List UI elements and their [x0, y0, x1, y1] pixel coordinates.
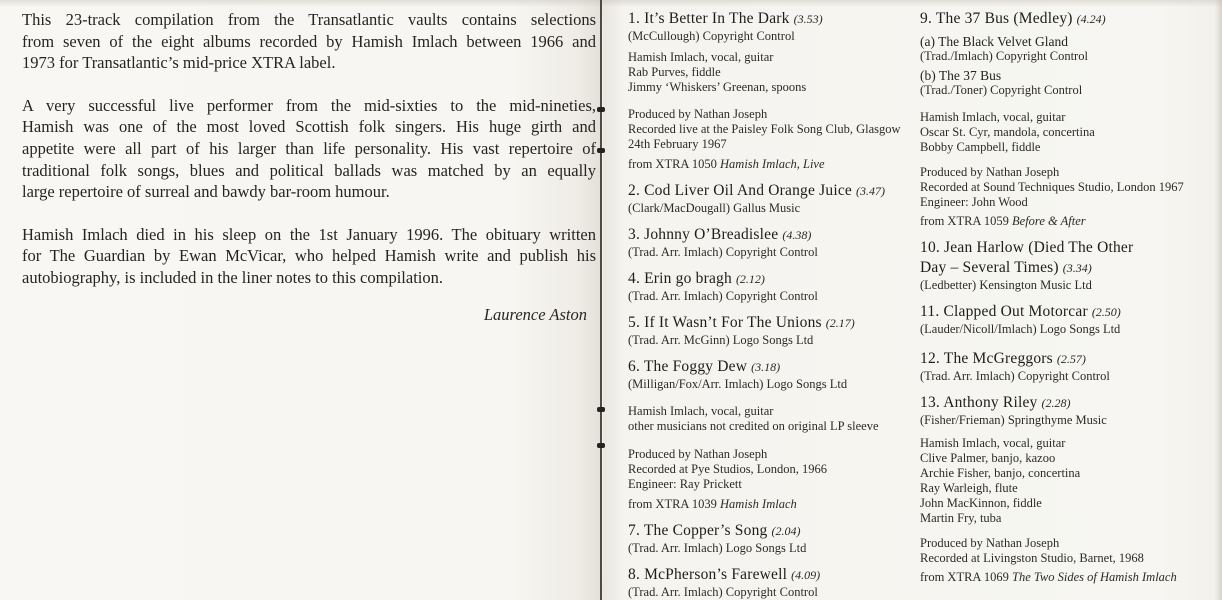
track-title — [628, 313, 908, 333]
track-credit: (Trad. Arr. Imlach) Copyright Control — [628, 245, 818, 259]
track-title-continued — [920, 258, 1215, 278]
tracklist-column-2 — [920, 0, 1215, 594]
production-line: Produced by Nathan Joseph — [920, 165, 1060, 179]
source-album: Before & After — [1012, 214, 1086, 228]
tracklist-column-1 — [628, 0, 908, 600]
production-line: Produced by Nathan Joseph — [628, 107, 768, 121]
personnel-line: Bobby Campbell, fiddle — [920, 140, 1041, 154]
track-credit: (Trad. Arr. Imlach) Logo Songs Ltd — [628, 541, 807, 555]
production-line: 24th February 1967 — [628, 137, 727, 151]
intro-line: appetite were all part of his larger than life personality. His vast repertoire of — [22, 138, 596, 158]
track-title-text: Day – Several Times) — [920, 259, 1059, 276]
track-title — [628, 225, 908, 245]
intro-line: A very successful live performer from the mid-sixties to the mid-nineties, — [22, 95, 596, 115]
production-line: Engineer: Ray Prickett — [628, 477, 742, 491]
production-line: Recorded at Pye Studios, London, 1966 — [628, 462, 827, 476]
track-title-text: 8. McPherson’s Farewell — [628, 566, 788, 583]
track-entry-12 — [920, 349, 1215, 384]
personnel-line: Hamish Imlach, vocal, guitar — [628, 50, 774, 64]
track-credit: (Trad. Arr. Imlach) Copyright Control — [920, 369, 1110, 383]
intro-line: Hamish was one of the most loved Scottish folk singers. His huge girth and — [22, 117, 596, 137]
personnel-group — [920, 110, 1215, 155]
staple-mark — [597, 443, 605, 448]
production-group — [920, 536, 1215, 566]
track-time: (2.17) — [825, 316, 855, 330]
source-album: The Two Sides of Hamish Imlach — [1012, 570, 1177, 584]
author-signature: Laurence Aston — [483, 304, 587, 324]
personnel-group — [628, 404, 908, 434]
track-credit: (Trad. Arr. McGinn) Logo Songs Ltd — [628, 333, 814, 347]
personnel-line: Hamish Imlach, vocal, guitar — [628, 404, 774, 418]
track-entry-2 — [628, 181, 908, 216]
intro-paragraph-1 — [22, 9, 596, 74]
intro-line: autobiography, is included in the liner notes to this compilation. — [22, 267, 443, 287]
track-credit: (Fisher/Frieman) Springthyme Music — [920, 413, 1107, 427]
production-group — [920, 165, 1215, 210]
source-line — [920, 570, 1215, 585]
personnel-line: Oscar St. Cyr, mandola, concertina — [920, 125, 1095, 139]
intro-text-block — [22, 9, 596, 325]
track-title — [628, 9, 908, 29]
track-title-text: 2. Cod Liver Oil And Orange Juice — [628, 182, 852, 199]
track-time: (3.53) — [793, 12, 823, 26]
track-time: (2.04) — [771, 524, 801, 538]
production-group — [628, 447, 908, 492]
personnel-line: Jimmy ‘Whiskers’ Greenan, spoons — [628, 80, 807, 94]
track-time: (3.47) — [856, 184, 885, 198]
source-prefix: from XTRA 1069 — [920, 570, 1013, 584]
track-time: (2.12) — [735, 272, 765, 286]
track-title-text: 3. Johnny O’Breadislee — [628, 226, 779, 243]
medley-part-a-credit: (Trad./Imlach) Copyright Control — [920, 49, 1088, 63]
track-credit: (Lauder/Nicoll/Imlach) Logo Songs Ltd — [920, 322, 1121, 336]
production-line: Produced by Nathan Joseph — [628, 447, 768, 461]
personnel-group — [628, 50, 908, 95]
production-line: Recorded at Livingston Studio, Barnet, 1968 — [920, 551, 1144, 565]
intro-paragraph-2 — [22, 95, 596, 203]
personnel-line: Archie Fisher, banjo, concertina — [920, 466, 1081, 480]
track-title — [920, 238, 1215, 258]
production-line: Engineer: John Wood — [920, 195, 1028, 209]
track-title-text: 1. It’s Better In The Dark — [628, 10, 790, 27]
source-line — [920, 214, 1215, 229]
track-title-text: 11. Clapped Out Motorcar — [920, 303, 1088, 320]
track-title-text: 12. The McGreggors — [920, 350, 1053, 367]
track-entry-7 — [628, 521, 908, 556]
intro-line: large repertoire of surreal and bawdy bar-room humour. — [22, 182, 390, 202]
track-time: (2.28) — [1041, 396, 1071, 410]
track-title-text: 5. If It Wasn’t For The Unions — [628, 314, 822, 331]
medley-part-a: (a) The Black Velvet Gland — [920, 34, 1068, 49]
page-top-edge-shadow — [0, 0, 1222, 7]
personnel-group — [920, 436, 1215, 526]
track-entry-4 — [628, 269, 908, 304]
source-album: Hamish Imlach, Live — [720, 157, 825, 171]
intro-line: from seven of the eight albums recorded by Hamish Imlach between 1966 and — [22, 31, 596, 51]
track-title — [628, 521, 908, 541]
track-time: (4.38) — [782, 228, 812, 242]
booklet-fold-line — [600, 0, 602, 600]
page-right-edge-shadow — [1215, 0, 1222, 600]
staple-mark — [597, 107, 605, 112]
track-entry-13 — [920, 393, 1215, 585]
personnel-line: other musicians not credited on original LP sleeve — [628, 419, 879, 433]
track-title — [920, 302, 1215, 322]
track-credit: (Trad. Arr. Imlach) Copyright Control — [628, 585, 818, 599]
production-line: Recorded at Sound Techniques Studio, London 1967 — [920, 180, 1184, 194]
track-title-text: 9. The 37 Bus (Medley) — [920, 10, 1073, 27]
track-time: (3.34) — [1062, 261, 1092, 275]
track-title — [920, 9, 1215, 29]
track-time: (2.57) — [1056, 352, 1086, 366]
intro-paragraph-3 — [22, 224, 596, 289]
track-title — [920, 393, 1215, 413]
track-time: (4.24) — [1076, 12, 1106, 26]
production-group — [628, 107, 908, 152]
source-album: Hamish Imlach — [720, 497, 797, 511]
source-prefix: from XTRA 1059 — [920, 214, 1013, 228]
track-time: (3.18) — [751, 360, 781, 374]
track-title-text: 4. Erin go bragh — [628, 270, 732, 287]
track-credit: (Clark/MacDougall) Gallus Music — [628, 201, 801, 215]
medley-part-b-credit: (Trad./Toner) Copyright Control — [920, 83, 1083, 97]
source-line — [628, 497, 908, 512]
intro-line: Hamish Imlach died in his sleep on the 1st January 1996. The obituary written — [22, 224, 596, 244]
track-entry-6 — [628, 357, 908, 512]
personnel-line: Martin Fry, tuba — [920, 511, 1002, 525]
track-credit: (McCullough) Copyright Control — [628, 29, 795, 43]
medley-part-b: (b) The 37 Bus — [920, 68, 1002, 83]
left-page — [0, 0, 601, 600]
source-prefix: from XTRA 1039 — [628, 497, 721, 511]
personnel-line: Hamish Imlach, vocal, guitar — [920, 110, 1066, 124]
source-prefix: from XTRA 1050 — [628, 157, 721, 171]
track-entry-8 — [628, 565, 908, 600]
track-title-text: 13. Anthony Riley — [920, 394, 1038, 411]
track-entry-5 — [628, 313, 908, 348]
intro-line: for The Guardian by Ewan McVicar, who helped Hamish write and publish his — [22, 246, 596, 266]
track-time: (4.09) — [791, 568, 821, 582]
track-entry-3 — [628, 225, 908, 260]
staple-mark — [597, 407, 605, 412]
track-title — [920, 349, 1215, 369]
source-line — [628, 157, 908, 172]
track-title-text: 7. The Copper’s Song — [628, 522, 768, 539]
staple-mark — [597, 148, 605, 153]
track-time: (2.50) — [1091, 305, 1121, 319]
personnel-line: Clive Palmer, banjo, kazoo — [920, 451, 1056, 465]
track-credit: (Trad. Arr. Imlach) Copyright Control — [628, 289, 818, 303]
track-entry-9 — [920, 9, 1215, 229]
track-title — [628, 181, 908, 201]
track-title-text: 6. The Foggy Dew — [628, 358, 748, 375]
personnel-line: Hamish Imlach, vocal, guitar — [920, 436, 1066, 450]
track-title — [628, 357, 908, 377]
track-entry-1 — [628, 9, 908, 172]
intro-line: traditional folk songs, blues and political ballads was matched by an equally — [22, 160, 596, 180]
production-line: Produced by Nathan Joseph — [920, 536, 1060, 550]
track-entry-11 — [920, 302, 1215, 337]
track-credit: (Ledbetter) Kensington Music Ltd — [920, 278, 1092, 292]
track-title — [628, 565, 908, 585]
production-line: Recorded live at the Paisley Folk Song Club, Glasgow — [628, 122, 901, 136]
track-title-text: 10. Jean Harlow (Died The Other — [920, 239, 1134, 256]
intro-line: 1973 for Transatlantic’s mid-price XTRA label. — [22, 53, 336, 73]
personnel-line: John MacKinnon, fiddle — [920, 496, 1042, 510]
track-title — [628, 269, 908, 289]
intro-line: This 23-track compilation from the Transatlantic vaults contains selections — [22, 10, 596, 29]
track-credit: (Milligan/Fox/Arr. Imlach) Logo Songs Ltd — [628, 377, 848, 391]
personnel-line: Ray Warleigh, flute — [920, 481, 1018, 495]
track-entry-10 — [920, 238, 1215, 293]
personnel-line: Rab Purves, fiddle — [628, 65, 721, 79]
